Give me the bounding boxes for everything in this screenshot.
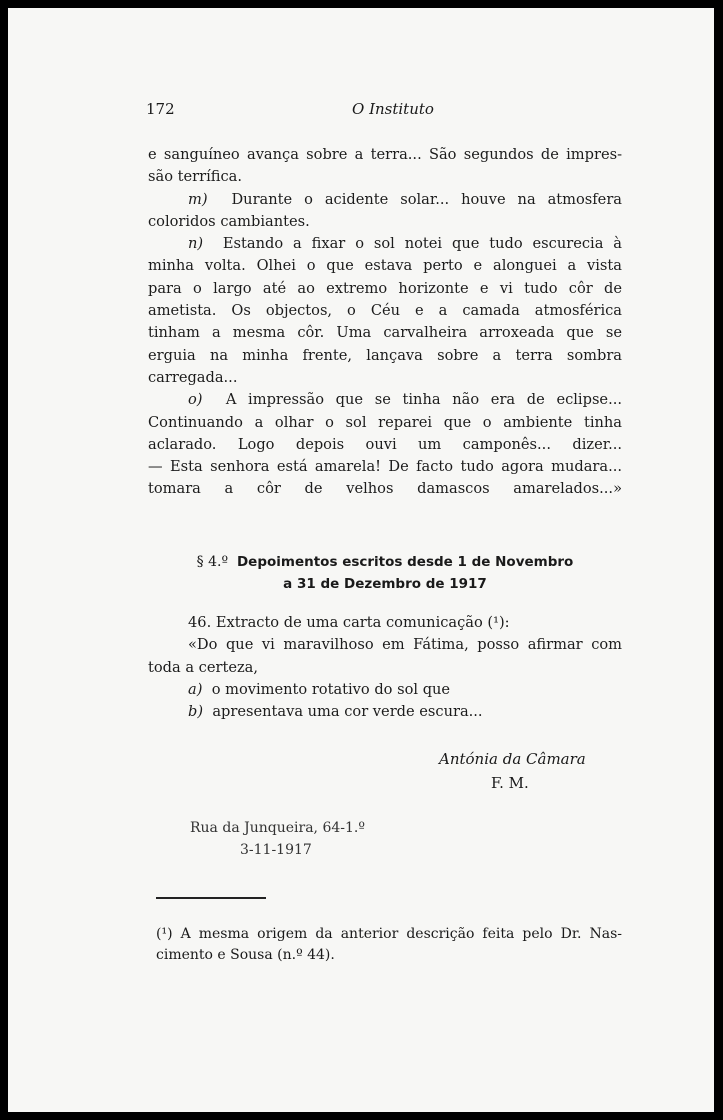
footnote-line-2: cimento e Sousa (n.º 44). — [156, 947, 335, 963]
body-line-14: aclarado. Logo depois ouvi um camponês... dizer... — [148, 435, 622, 453]
section-heading — [148, 551, 622, 595]
body-line-2: são terrífica. — [148, 168, 242, 186]
body-line-15: — Esta senhora está amarela! De facto tudo agora mudara... — [148, 458, 622, 476]
footnote-divider — [156, 897, 266, 899]
letter-item-a — [148, 679, 622, 701]
section-title-line-1: Depoimentos escritos desde 1 de Novembro — [236, 554, 574, 570]
body-line-7: para o largo até ao extremo horizonte e vi tudo côr de — [148, 279, 622, 297]
body-line-8: ametista. Os objectos, o Céu e a camada atmosférica — [148, 302, 622, 320]
body-line-13: Continuando a olhar o sol reparei que o ambiente tinha — [148, 413, 622, 431]
letter-item-b — [148, 701, 622, 723]
section-symbol: § 4.º — [196, 554, 229, 570]
signature-name: Antónia da Câmara — [439, 750, 586, 768]
marker-m: m) — [188, 190, 208, 208]
body-line-16: tomara a côr de velhos damascos amarelados...» — [148, 480, 622, 498]
body-line-5 — [148, 233, 622, 255]
body-line-1: e sanguíneo avança sobre a terra... São segundos de impres- — [148, 146, 622, 163]
marker-b: b) — [188, 703, 204, 721]
footnote-line-1: (¹) A mesma origem da anterior descrição feita pelo Dr. Nas- — [156, 926, 622, 942]
page-number: 172 — [146, 100, 175, 118]
body-line-10: erguia na minha frente, lançava sobre a terra sombra — [148, 346, 622, 364]
marker-o: o) — [188, 391, 203, 409]
marker-a: a) — [188, 680, 203, 698]
body-line-11: carregada... — [148, 368, 238, 386]
body-line-9: tinham a mesma côr. Uma carvalheira arroxeada que se — [148, 324, 622, 342]
body-line-6: minha volta. Olhei o que estava perto e alonguei a vista — [148, 257, 622, 275]
letter-line-1: «Do que vi maravilhoso em Fátima, posso afirmar com — [188, 636, 622, 654]
body-paragraphs — [148, 144, 622, 501]
letter-item-b-text: apresentava uma cor verde escura... — [212, 703, 483, 721]
letter-line-2: toda a certeza, — [148, 658, 258, 676]
section-title-line-2: a 31 de Dezembro de 1917 — [283, 576, 487, 592]
signature-initials: F. M. — [491, 774, 529, 792]
body-line-5-text: Estando a fixar o sol notei que tudo escurecia à — [222, 235, 623, 253]
running-title: O Instituto — [352, 100, 434, 118]
page — [8, 8, 714, 1112]
address-line-2: 3-11-1917 — [240, 842, 312, 858]
body-line-12 — [148, 389, 622, 411]
section-heading-line-1 — [148, 551, 622, 573]
address-line-1: Rua da Junqueira, 64-1.º — [190, 820, 365, 836]
body-line-4: coloridos cambiantes. — [148, 212, 310, 230]
body-line-3 — [148, 189, 622, 211]
letter-number-line: 46. Extracto de uma carta comunicação (¹): — [188, 614, 510, 631]
footnote — [156, 924, 622, 966]
body-line-3-text: Durante o acidente solar... houve na atmosfera — [231, 190, 622, 208]
letter-extract — [148, 612, 622, 723]
letter-item-a-text: o movimento rotativo do sol que — [211, 680, 451, 698]
body-line-12-text: A impressão que se tinha não era de eclipse... — [225, 391, 622, 409]
marker-n: n) — [188, 235, 204, 253]
